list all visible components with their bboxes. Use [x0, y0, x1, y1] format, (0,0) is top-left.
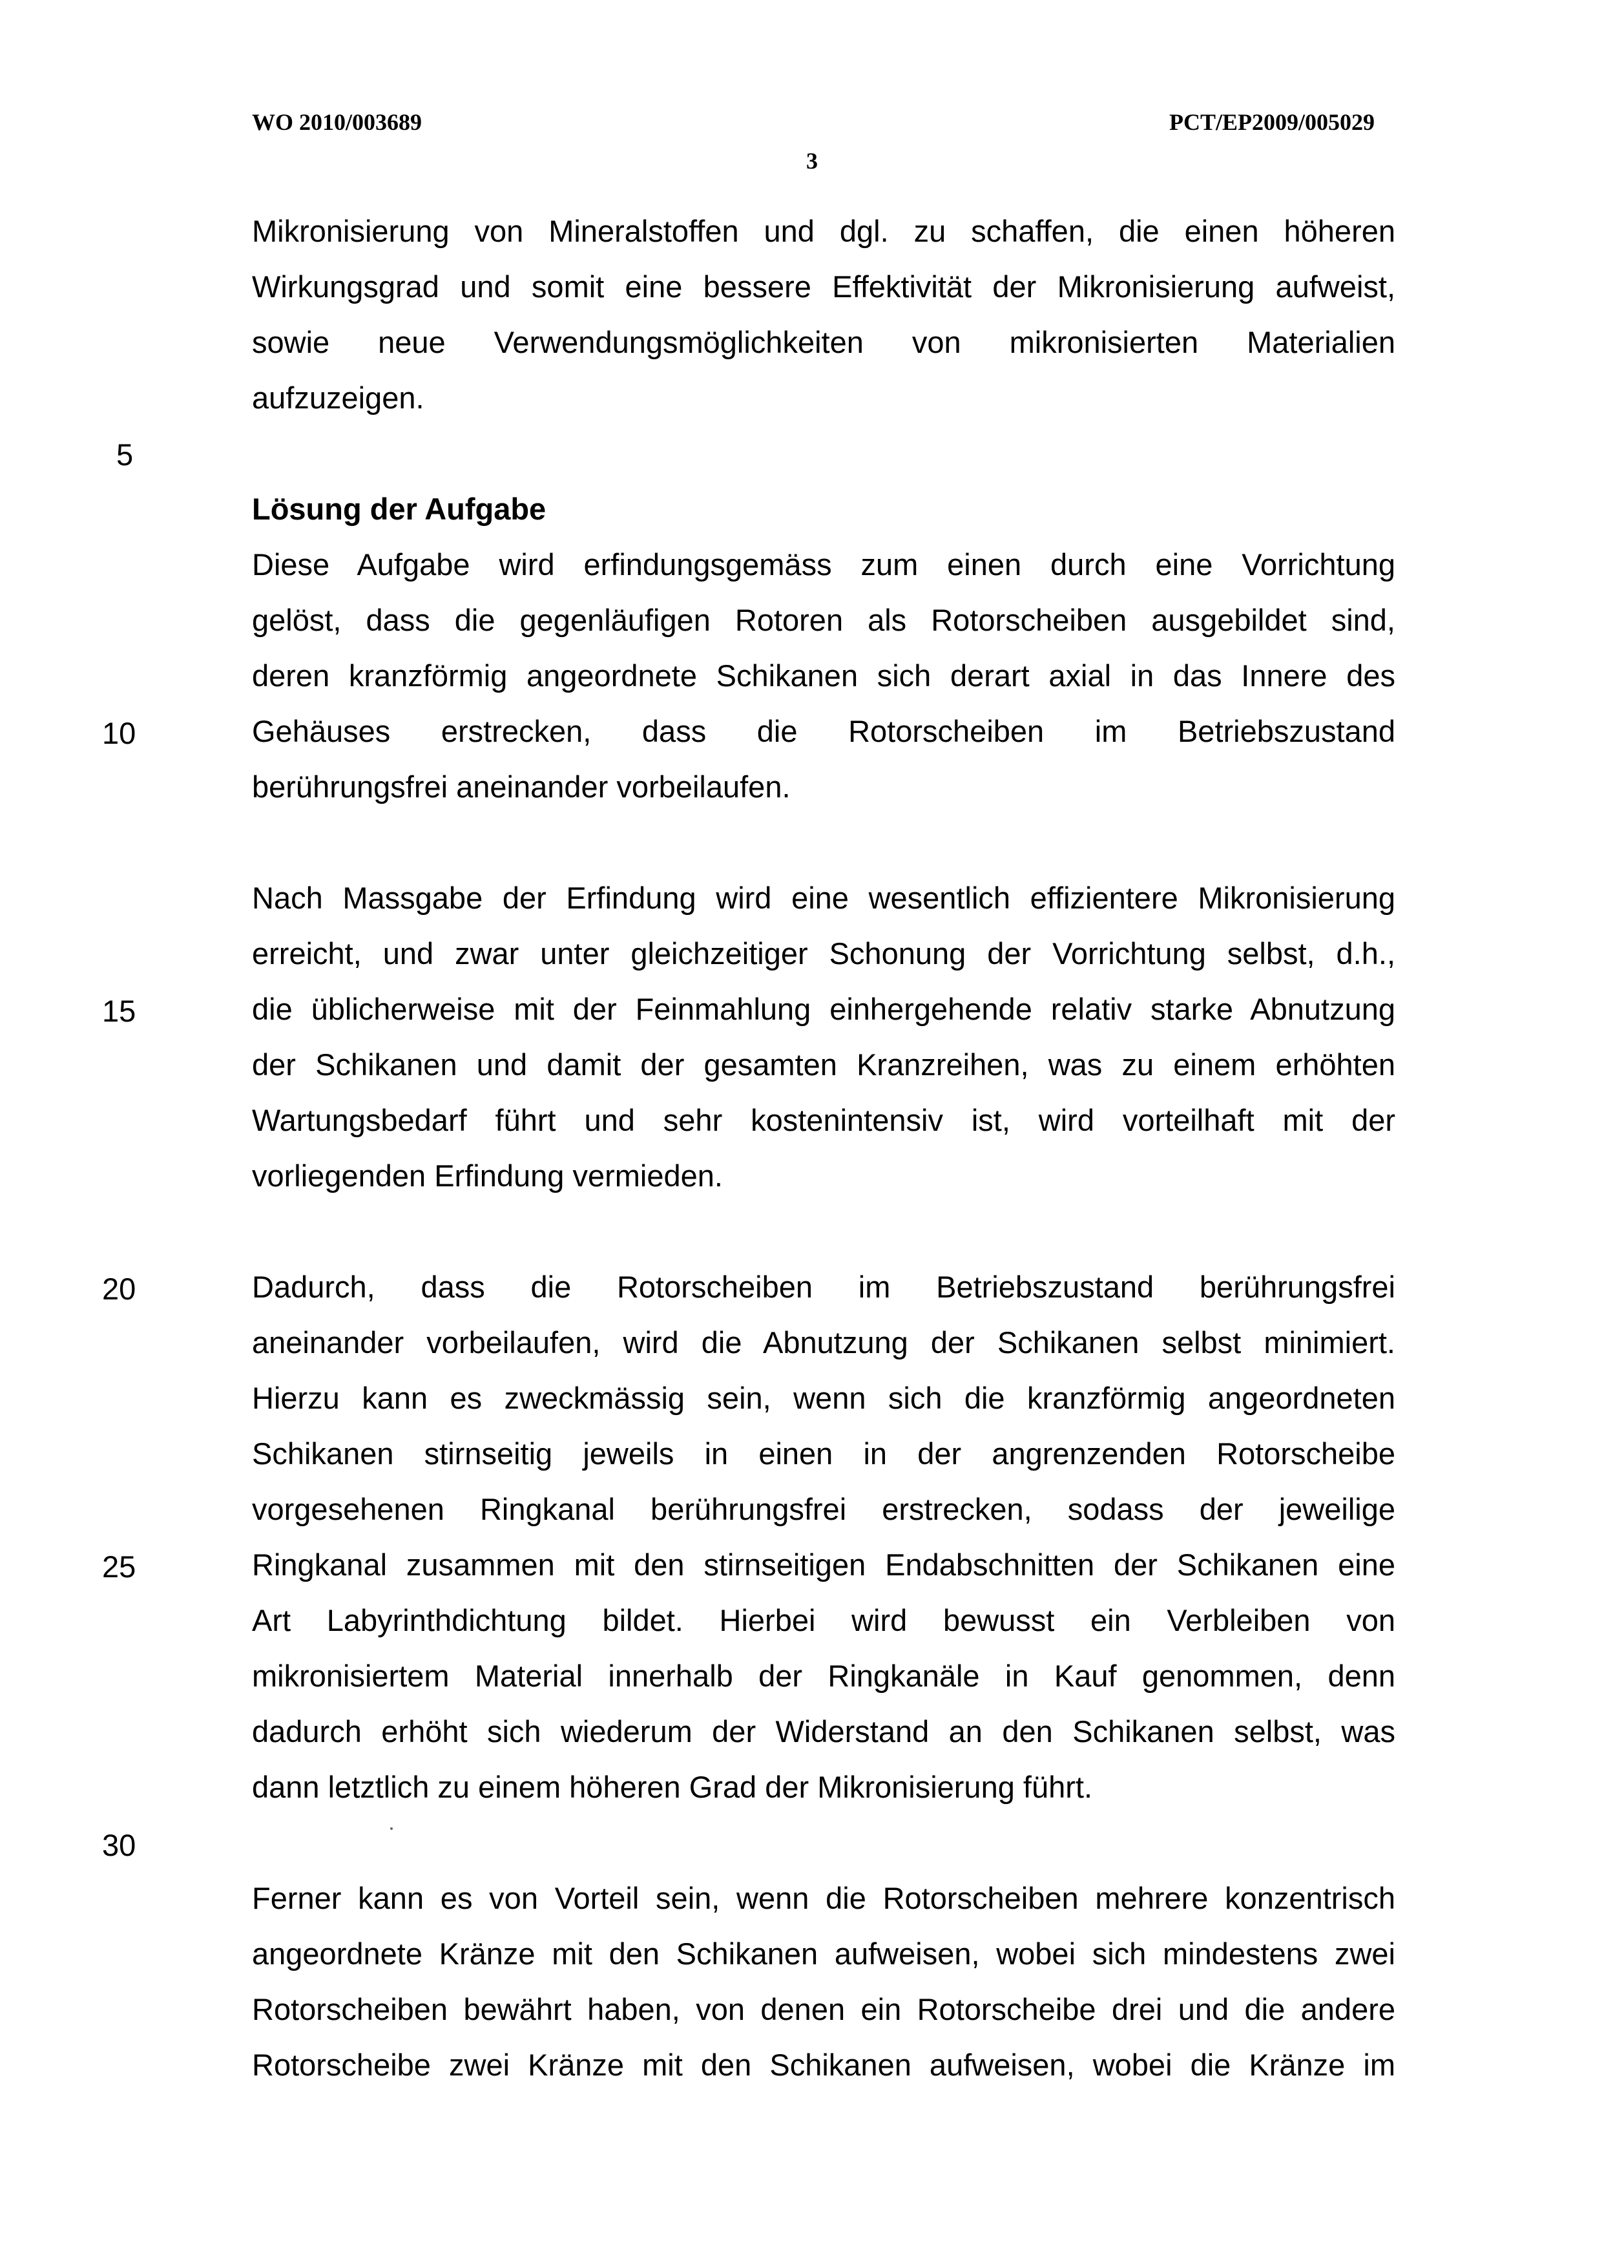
text-line: dann letztlich zu einem höheren Grad der Mikronisierung führt. — [252, 1770, 1093, 1804]
text-line: Schikanen stirnseitig jeweils in einen in der angrenzenden Rotorscheibe — [252, 1436, 1395, 1471]
text-line: mikronisiertem Material innerhalb der Ringkanäle in Kauf genommen, denn — [252, 1659, 1395, 1693]
text-line: Wartungsbedarf führt und sehr kostenintensiv ist, wird vorteilhaft mit der — [252, 1103, 1395, 1137]
text-line: aneinander vorbeilaufen, wird die Abnutzung der Schikanen selbst minimiert. — [252, 1325, 1395, 1360]
text-line: Art Labyrinthdichtung bildet. Hierbei wird bewusst ein Verbleiben von — [252, 1603, 1395, 1637]
text-line: angeordnete Kränze mit den Schikanen aufweisen, wobei sich mindestens zwei — [252, 1937, 1395, 1971]
line-marker: 25 — [102, 1549, 136, 1584]
text-line: Gehäuses erstrecken, dass die Rotorscheiben im Betriebszustand — [252, 714, 1395, 748]
text-line: vorliegenden Erfindung vermieden. — [252, 1159, 723, 1193]
text-line: Dadurch, dass die Rotorscheiben im Betriebszustand berührungsfrei — [252, 1270, 1395, 1304]
text-line: aufzuzeigen. — [252, 381, 424, 415]
text-line: Rotorscheiben bewährt haben, von denen ein Rotorscheibe drei und die andere — [252, 1992, 1395, 2026]
text-line: erreicht, und zwar unter gleichzeitiger Schonung der Vorrichtung selbst, d.h., — [252, 936, 1395, 971]
line-marker: 10 — [102, 716, 136, 750]
line-marker: 5 — [116, 437, 134, 472]
text-line: die üblicherweise mit der Feinmahlung einhergehende relativ starke Abnutzung — [252, 992, 1395, 1026]
text-line: dadurch erhöht sich wiederum der Widerstand an den Schikanen selbst, was — [252, 1714, 1395, 1748]
line-marker: 15 — [102, 994, 136, 1028]
text-line: Wirkungsgrad und somit eine bessere Effektivität der Mikronisierung aufweist, — [252, 269, 1395, 304]
text-line: Rotorscheibe zwei Kränze mit den Schikanen aufweisen, wobei die Kränze im — [252, 2048, 1395, 2082]
scan-speck — [390, 1827, 393, 1830]
page-number: 3 — [806, 148, 818, 174]
text-line: gelöst, dass die gegenläufigen Rotoren als Rotorscheiben ausgebildet sind, — [252, 603, 1395, 637]
line-marker: 20 — [102, 1272, 136, 1306]
text-line: vorgesehenen Ringkanal berührungsfrei erstrecken, sodass der jeweilige — [252, 1492, 1395, 1526]
publication-number: WO 2010/003689 — [252, 109, 422, 135]
line-marker: 30 — [102, 1828, 136, 1862]
section-heading: Lösung der Aufgabe — [252, 492, 547, 526]
text-line: Mikronisierung von Mineralstoffen und dgl. zu schaffen, die einen höheren — [252, 214, 1395, 248]
application-number: PCT/EP2009/005029 — [1169, 109, 1375, 135]
text-line: Diese Aufgabe wird erfindungsgemäss zum einen durch eine Vorrichtung — [252, 547, 1395, 582]
text-line: deren kranzförmig angeordnete Schikanen sich derart axial in das Innere des — [252, 658, 1395, 693]
text-line: Ringkanal zusammen mit den stirnseitigen Endabschnitten der Schikanen eine — [252, 1548, 1395, 1582]
text-line: Hierzu kann es zweckmässig sein, wenn sich die kranzförmig angeordneten — [252, 1381, 1395, 1415]
text-line: Nach Massgabe der Erfindung wird eine wesentlich effizientere Mikronisierung — [252, 881, 1395, 915]
text-line: der Schikanen und damit der gesamten Kranzreihen, was zu einem erhöhten — [252, 1047, 1395, 1082]
text-line: Ferner kann es von Vorteil sein, wenn die Rotorscheiben mehrere konzentrisch — [252, 1881, 1395, 1915]
text-line: berührungsfrei aneinander vorbeilaufen. — [252, 770, 791, 804]
text-line: sowie neue Verwendungsmöglichkeiten von mikronisierten Materialien — [252, 325, 1395, 359]
